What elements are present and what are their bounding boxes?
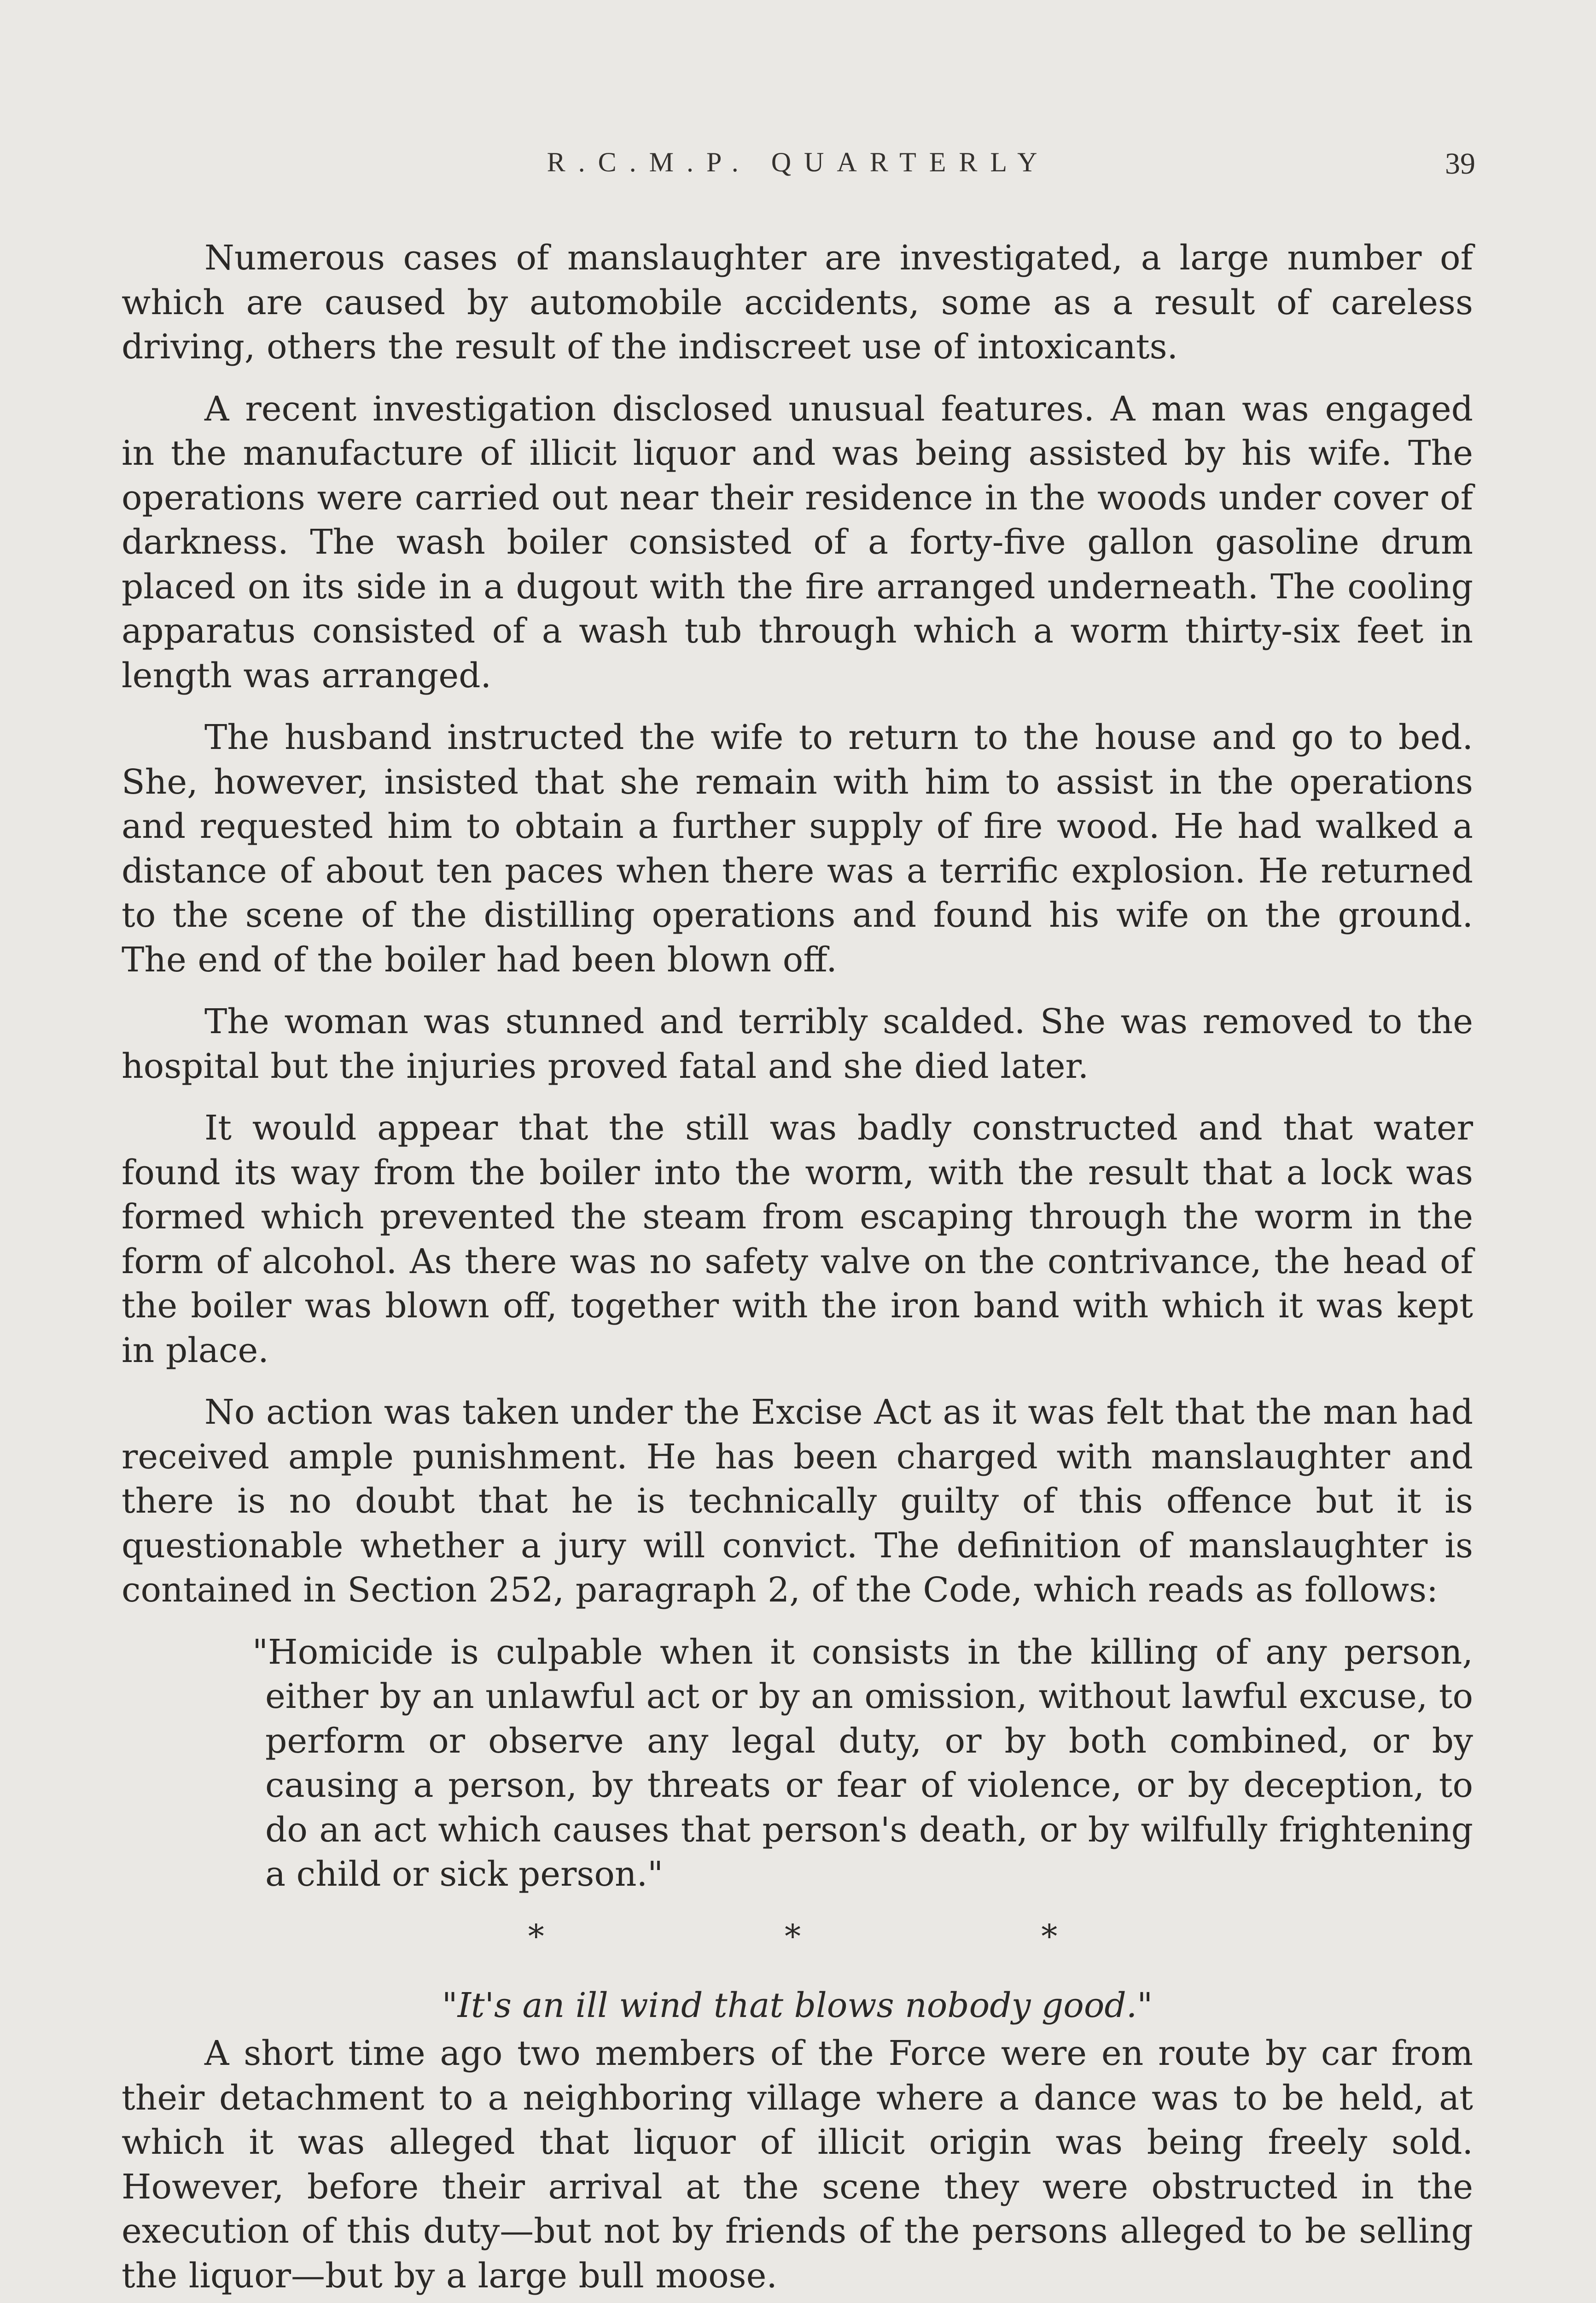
section-separator: * * * <box>528 1917 1173 1955</box>
journal-title: R.C.M.P. QUARTERLY <box>547 147 1050 177</box>
paragraph-still-construction: It would appear that the still was badly constructed and that water found its way from the boiler into the worm, with the result that a lock was formed which prevented the steam from escaping through the worm in the form of alcohol. As there was no safety valve on the contrivance, the head of the boiler was blown off, together with the iron band with which it was kept in place. <box>122 1108 1473 1370</box>
paragraph-manslaughter-cases: Numerous cases of manslaughter are investigated, a large number of which are caused by automobile accidents, some as a result of careless driving, others the result of the indiscreet use of intoxicants. <box>122 238 1473 367</box>
paragraph-excise-act: No action was taken under the Excise Act as it was felt that the man had received ample punishment. He has been charged with manslaughter and there is no doubt that he is technically guilty of this offence but it is questionable whether a jury will convict. The definition of manslaughter is contained in Section 252, paragraph 2, of the Code, which reads as follows: <box>122 1392 1473 1610</box>
paragraph-moose-intro: A short time ago two members of the Force were en route by car from their detachment to a neighboring village where a dance was to be held, at which it was alleged that liquor of illicit origin was being freely sold. However, before their arrival at the scene they were obstructed in the execution of this duty—but not by friends of the persons alleged to be selling the liquor—but by a large bull moose. <box>122 2034 1473 2296</box>
paragraph-explosion: The husband instructed the wife to return to the house and go to bed. She, however, insisted that she remain with him to assist in the operations and requested him to obtain a further supply of fire wood. He had walked a distance of about ten paces when there was a terrific explosion. He returned to the scene of the distilling operations and found his wife on the ground. The end of the boiler had been blown off. <box>122 718 1473 980</box>
running-head <box>122 146 1475 193</box>
paragraph-injuries: The woman was stunned and terribly scalded. She was removed to the hospital but the injuries proved fatal and she died later. <box>122 1002 1473 1086</box>
block-quote-code: "Homicide is culpable when it consists in the killing of any person, either by an unlawful act or by an omission, without lawful excuse, to perform or observe any legal duty, or by both combined, or by causing a person, by threats or fear of violence, or by deception, to do an act which causes that person's death, or by wilfully frightening a child or sick person." <box>252 1632 1473 1894</box>
paragraph-investigation: A recent investigation disclosed unusual features. A man was engaged in the manufacture of illicit liquor and was being assisted by his wife. The operations were carried out near their residence in the woods under cover of darkness. The wash boiler consisted of a forty-five gallon gasoline drum placed on its side in a dugout with the fire arranged underneath. The cooling apparatus consisted of a wash tub through which a worm thirty-six feet in length was arranged. <box>122 389 1473 696</box>
section-epigraph: "It's an ill wind that blows nobody good." <box>442 1985 1153 2025</box>
article-body <box>122 236 1473 2303</box>
page-number: 39 <box>1445 147 1475 181</box>
